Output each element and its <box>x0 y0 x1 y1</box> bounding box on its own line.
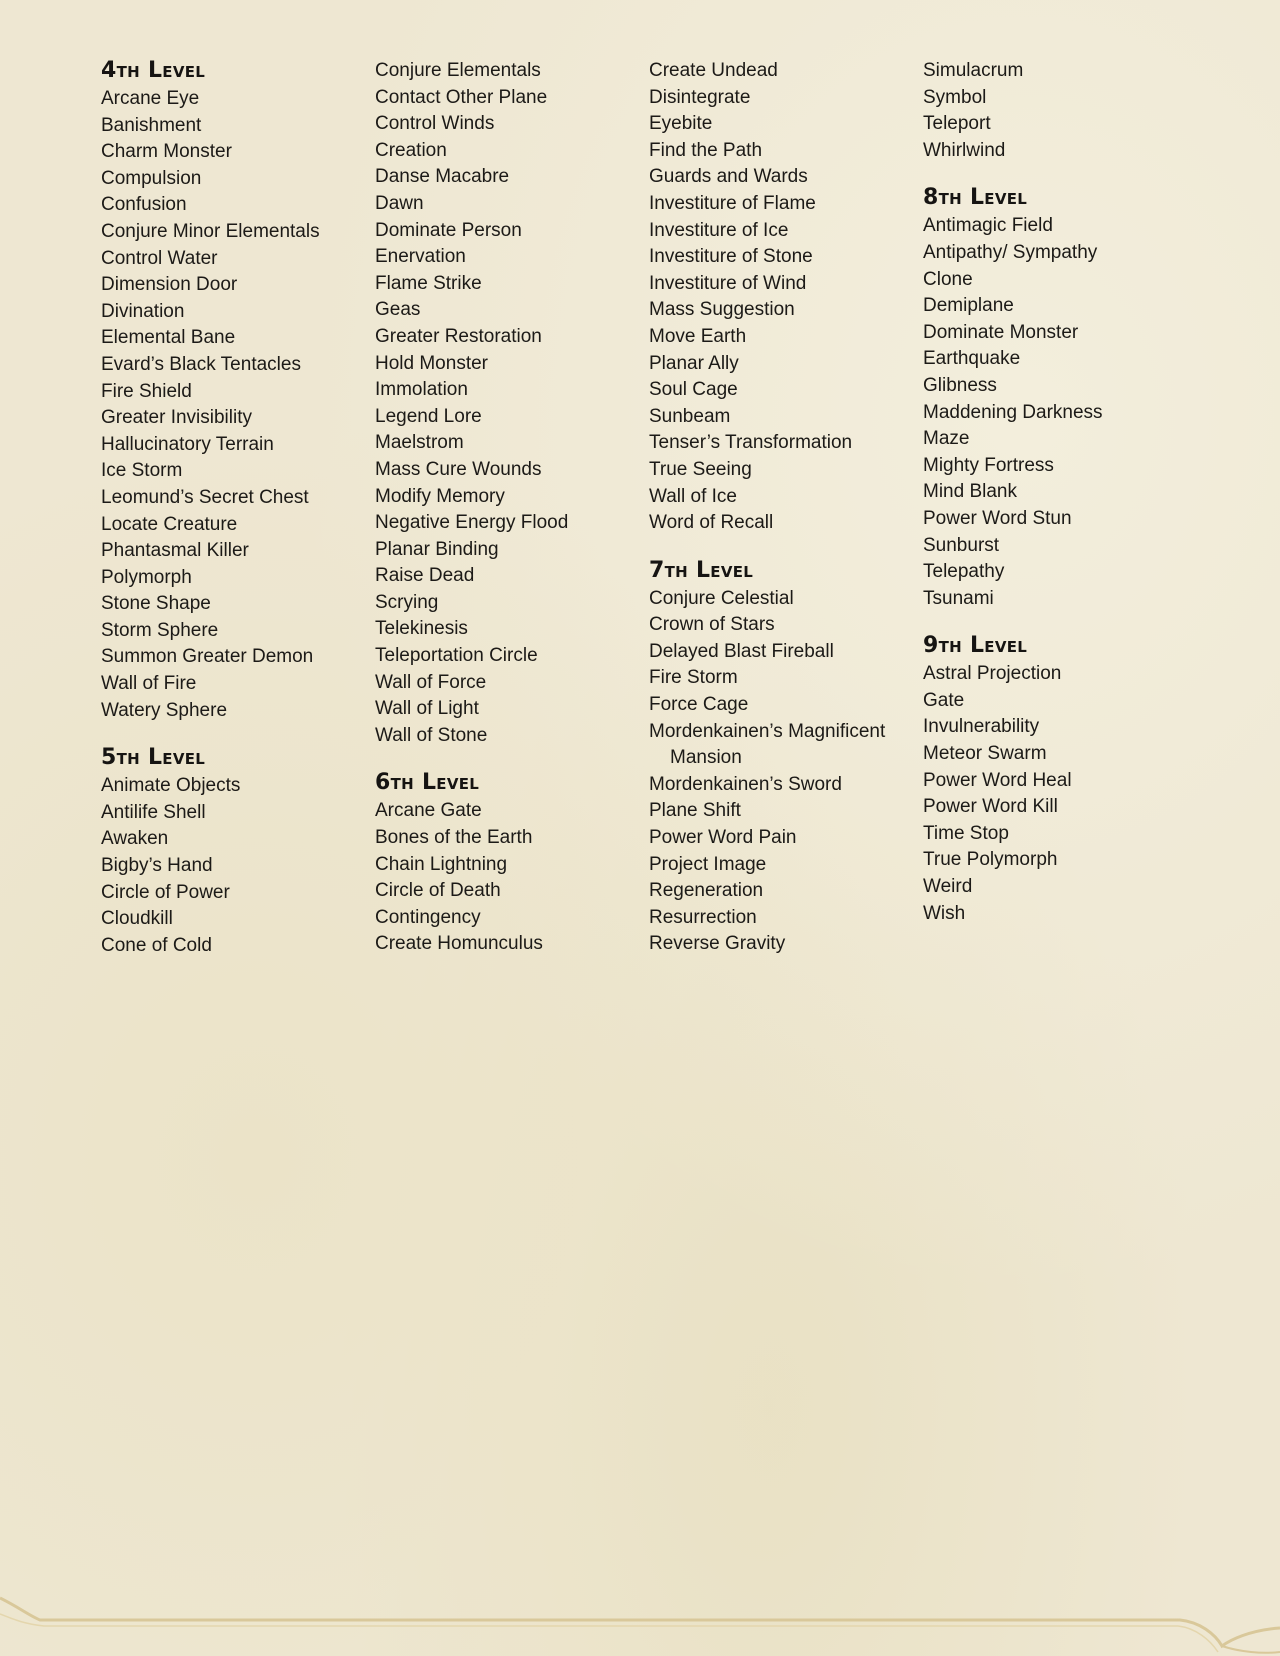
spell-item: Confusion <box>101 194 187 216</box>
spell-item: Meteor Swarm <box>923 743 1047 765</box>
spell-item: Mordenkainen’s Magnificent <box>649 720 886 742</box>
heading-8th-level: 8th Level <box>923 185 1028 211</box>
spell-item: Hold Monster <box>375 352 488 374</box>
spell-item: Scrying <box>375 591 439 613</box>
spell-item: Stone Shape <box>101 593 211 615</box>
spell-item: Animate Objects <box>101 775 241 797</box>
spell-item: Cloudkill <box>101 908 173 930</box>
spell-item: Control Winds <box>375 113 495 135</box>
spell-item: Flame Strike <box>375 272 482 294</box>
spell-item: Eyebite <box>649 113 713 135</box>
spell-item: Fire Storm <box>649 667 738 689</box>
spell-item: Mass Cure Wounds <box>375 458 542 480</box>
spell-item: Leomund’s Secret Chest <box>101 486 309 508</box>
spell-item: Maddening Darkness <box>923 401 1103 423</box>
spell-item: Dominate Person <box>375 219 522 241</box>
spell-item: Mordenkainen’s Sword <box>649 773 842 795</box>
spell-item: Sunburst <box>923 534 1000 556</box>
spell-item: Planar Binding <box>375 538 499 560</box>
spell-item: Circle of Power <box>101 881 230 903</box>
spell-item: Banishment <box>101 114 202 136</box>
spell-item: Modify Memory <box>375 485 505 507</box>
spell-item: Maze <box>923 428 970 450</box>
spell-item: Planar Ally <box>649 352 739 374</box>
spell-item: Charm Monster <box>101 141 232 163</box>
spell-item: Demiplane <box>923 295 1014 317</box>
spell-item: Mass Suggestion <box>649 299 795 321</box>
spell-item: Earthquake <box>923 348 1021 370</box>
spell-item: Investiture of Ice <box>649 219 789 241</box>
spell-item: Evard’s Black Tentacles <box>101 353 301 375</box>
spell-item: Geas <box>375 299 421 321</box>
heading-9th-level: 9th Level <box>923 633 1028 659</box>
spell-item: Symbol <box>923 86 987 108</box>
heading-6th-level: 6th Level <box>375 770 480 796</box>
spell-item: Summon Greater Demon <box>101 646 314 668</box>
spell-item: Ice Storm <box>101 460 183 482</box>
spell-item: Elemental Bane <box>101 327 236 349</box>
heading-7th-level: 7th Level <box>649 557 754 583</box>
spell-item: Danse Macabre <box>375 166 510 188</box>
spell-item: Time Stop <box>923 822 1009 844</box>
spell-item: Creation <box>375 139 447 161</box>
spell-item: Mind Blank <box>923 481 1017 503</box>
column-4 <box>923 58 1193 927</box>
spell-item: Glibness <box>923 374 997 396</box>
spell-item: Antilife Shell <box>101 801 206 823</box>
spell-item: Locate Creature <box>101 513 238 535</box>
spell-item: Plane Shift <box>649 800 741 822</box>
spell-item: Simulacrum <box>923 60 1024 81</box>
spell-item: Wall of Ice <box>649 485 737 507</box>
spell-item: Delayed Blast Fireball <box>649 640 834 662</box>
spell-item: Dimension Door <box>101 274 238 296</box>
spell-item: Arcane Eye <box>101 88 200 109</box>
spell-item: Immolation <box>375 379 468 401</box>
spell-item: Clone <box>923 268 973 290</box>
spell-item: Contingency <box>375 906 481 928</box>
spell-item: Power Word Pain <box>649 827 797 849</box>
spell-item: Awaken <box>101 828 169 850</box>
spell-item: Invulnerability <box>923 716 1040 738</box>
heading-5th-level: 5th Level <box>101 745 206 771</box>
spell-item: Power Word Heal <box>923 769 1072 791</box>
spell-item: Greater Invisibility <box>101 407 252 429</box>
spell-item: Dawn <box>375 192 424 214</box>
spell-item: Project Image <box>649 853 767 875</box>
spell-item: Teleport <box>923 113 991 135</box>
spell-item: Conjure Minor Elementals <box>101 220 320 242</box>
spell-item: Storm Sphere <box>101 619 219 641</box>
spell-item: Polymorph <box>101 566 192 588</box>
spell-item: Wall of Force <box>375 671 487 693</box>
spell-item: Control Water <box>101 247 218 269</box>
spell-item: Reverse Gravity <box>649 933 786 955</box>
spell-item: Resurrection <box>649 906 757 928</box>
spell-item: Wall of Fire <box>101 673 197 695</box>
spell-item: Create Homunculus <box>375 933 543 955</box>
spell-item: Tenser’s Transformation <box>649 432 853 454</box>
spell-item: Watery Sphere <box>101 699 228 721</box>
spell-item: Move Earth <box>649 325 747 347</box>
spell-item: Bigby’s Hand <box>101 855 213 877</box>
spell-item: Gate <box>923 689 965 711</box>
spell-item: Astral Projection <box>923 663 1062 685</box>
spell-item: Telekinesis <box>375 618 468 640</box>
spell-item: Greater Restoration <box>375 325 542 347</box>
spell-item: Divination <box>101 300 185 322</box>
spell-item: Dominate Monster <box>923 321 1079 343</box>
heading-4th-level: 4th Level <box>101 58 206 83</box>
spell-item: Find the Path <box>649 139 763 161</box>
spell-item: Disintegrate <box>649 86 751 108</box>
spell-item: Enervation <box>375 246 466 268</box>
spell-item-continuation: Mansion <box>670 747 742 769</box>
spell-item: Power Word Kill <box>923 796 1058 818</box>
footer-flourish-ornament <box>0 1586 1280 1656</box>
spell-item: Arcane Gate <box>375 800 482 822</box>
spell-item: Negative Energy Flood <box>375 512 569 534</box>
spell-item: Power Word Stun <box>923 507 1072 529</box>
spell-item: Chain Lightning <box>375 853 508 875</box>
spell-item: Weird <box>923 876 973 898</box>
spell-item: Cone of Cold <box>101 934 212 956</box>
spell-item: Regeneration <box>649 880 764 902</box>
spell-item: Wish <box>923 902 966 924</box>
column-1 <box>101 58 371 959</box>
spell-item: Create Undead <box>649 60 778 81</box>
spell-item: Wall of Stone <box>375 724 488 746</box>
spell-item: Crown of Stars <box>649 614 775 636</box>
spell-item: Antipathy/ Sympathy <box>923 241 1098 263</box>
column-3 <box>649 58 919 958</box>
spell-item: Mighty Fortress <box>923 454 1054 476</box>
column-2 <box>375 58 645 958</box>
spell-item: Whirlwind <box>923 139 1006 161</box>
spell-item: Phantasmal Killer <box>101 540 249 562</box>
spell-item: Wall of Light <box>375 698 479 720</box>
spell-item: Conjure Celestial <box>649 587 794 609</box>
spell-item: Word of Recall <box>649 512 774 534</box>
spell-item: Compulsion <box>101 167 202 189</box>
spell-item: Fire Shield <box>101 380 192 402</box>
spell-item: Contact Other Plane <box>375 86 548 108</box>
spell-item: True Seeing <box>649 458 752 480</box>
spell-item: Circle of Death <box>375 880 501 902</box>
spell-item: Hallucinatory Terrain <box>101 433 274 455</box>
spell-item: True Polymorph <box>923 849 1058 871</box>
spell-item: Teleportation Circle <box>375 645 538 667</box>
spell-item: Legend Lore <box>375 405 482 427</box>
spell-item: Investiture of Flame <box>649 192 816 214</box>
spell-item: Guards and Wards <box>649 166 808 188</box>
spell-item: Investiture of Stone <box>649 246 813 268</box>
spell-item: Sunbeam <box>649 405 731 427</box>
spell-item: Maelstrom <box>375 432 464 454</box>
spell-item: Antimagic Field <box>923 215 1053 237</box>
spell-item: Conjure Elementals <box>375 60 541 81</box>
spell-item: Investiture of Wind <box>649 272 807 294</box>
spell-item: Tsunami <box>923 587 994 609</box>
spell-item: Soul Cage <box>649 379 738 401</box>
spell-item: Telepathy <box>923 561 1005 583</box>
spell-item: Bones of the Earth <box>375 827 533 849</box>
spell-item: Force Cage <box>649 694 749 716</box>
spell-item: Raise Dead <box>375 565 475 587</box>
